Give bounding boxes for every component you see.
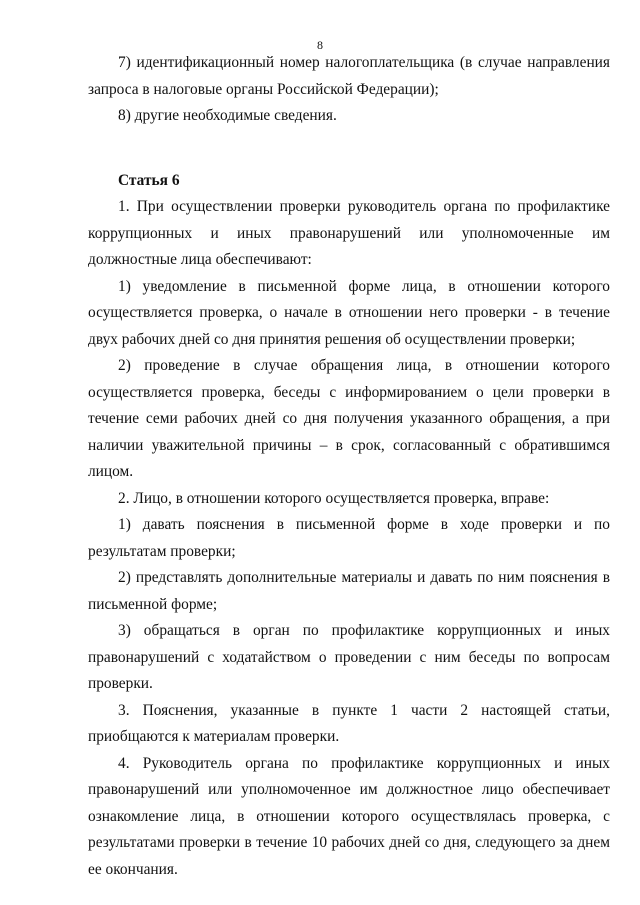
article-heading: Статья 6 [118,171,180,189]
paragraph-part-4: 4. Руководитель органа по профилактике коррупционных и иных правонарушений или уполномоченное им должностное лицо обеспечивает ознакомление лица, в отношении которого осуществлялась проверка, с результатами проверки в течение 10 рабочих дней со дня, следующего за днем ее окончания. [88,754,610,878]
paragraph-part-1: 1. При осуществлении проверки руководитель органа по профилактике коррупционных и иных правонарушений или уполномоченные им должностные лица обеспечивают: [88,198,610,268]
page-number: 8 [317,38,323,52]
paragraph-part-1-item-1: 1) уведомление в письменной форме лица, в отношении которого осуществляется проверка, о начале в отношении него проверки - в течение двух рабочих дней со дня принятия решения об осуществлении проверки; [88,277,610,348]
paragraph-part-3: 3. Пояснения, указанные в пункте 1 части 2 настоящей статьи, приобщаются к материалам проверки. [88,701,610,745]
paragraph-item-7: 7) идентификационный номер налогоплательщика (в случае направления запроса в налоговые органы Российской Федерации); [88,54,610,98]
paragraph-part-2-item-1: 1) давать пояснения в письменной форме в ходе проверки и по результатам проверки; [88,516,610,560]
paragraph-part-1-item-2: 2) проведение в случае обращения лица, в отношении которого осуществляется проверка, беседы с информированием о цели проверки в течение семи рабочих дней со дня получения указанного обращения, а при наличии уважительной причины – в срок, согласованный с обратившимся лицом. [88,357,610,480]
document-body [88,50,610,883]
paragraph-part-2-item-2: 2) представлять дополнительные материалы и давать по ним пояснения в письменной форме; [88,569,610,613]
paragraph-part-2: 2. Лицо, в отношении которого осуществляется проверка, вправе: [118,489,550,507]
paragraph-item-8: 8) другие необходимые сведения. [118,107,337,124]
paragraph-part-2-item-3: 3) обращаться в орган по профилактике коррупционных и иных правонарушений с ходатайством о проведении с ним беседы по вопросам проверки. [88,622,610,692]
